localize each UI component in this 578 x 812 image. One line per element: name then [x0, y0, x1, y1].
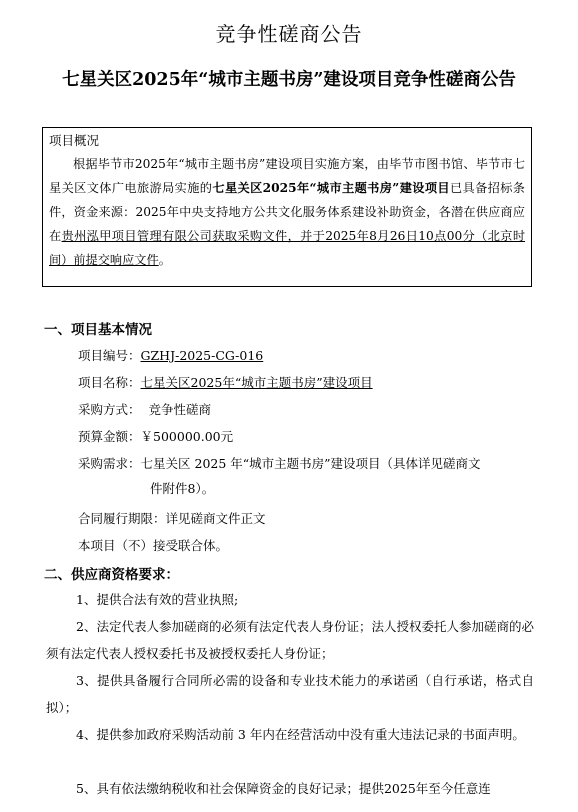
project-number-row: [78, 346, 263, 364]
overview-deadline: 贵州泓甲项目管理有限公司获取采购文件，并于2025年8月26日10点00分（北京时间）前提交响应文件: [49, 229, 526, 267]
procurement-method-label: 采购方式：: [78, 402, 141, 417]
section-qualification-heading: 二、供应商资格要求：: [44, 567, 179, 583]
budget-label: 预算金额：: [78, 429, 141, 444]
budget-row: [78, 427, 233, 445]
project-name-label: 项目名称：: [78, 375, 141, 390]
consortium-note: 本项目（不）接受联合体。: [78, 538, 229, 553]
qualification-item-4: 4、提供参加政府采购活动前 3 年内在经营活动中没有重大违法记录的书面声明。: [76, 727, 525, 742]
contract-term-label: 合同履行期限：: [78, 511, 166, 526]
section-basic-info-heading: 一、项目基本情况: [44, 322, 152, 338]
project-number-label: 项目编号：: [78, 348, 141, 363]
contract-term-value: 详见磋商文件正文: [165, 511, 266, 526]
qualification-item-5: 5、具有依法缴纳税收和社会保障资金的良好记录；提供2025年至今任意连: [76, 781, 491, 796]
project-overview-box: [42, 127, 532, 287]
qualification-item-3: 3、提供具备履行合同所必需的设备和专业技术能力的承诺函（自行承诺，格式自拟）；: [46, 673, 534, 715]
page-title: 竞争性磋商公告: [215, 22, 363, 46]
overview-heading: 项目概况: [49, 133, 100, 148]
project-name-row: [78, 373, 373, 391]
procurement-needs-line2: 件附件8）。: [150, 481, 215, 496]
procurement-method-value: 竞争性磋商: [148, 402, 211, 417]
announcement-title: 七星关区2025年“城市主题书房”建设项目竞争性磋商公告: [62, 70, 516, 90]
overview-project-name: 七星关区2025年“城市主题书房”建设项目: [212, 181, 450, 195]
overview-text-2: 已具备招标条件，资金来源：2025年中央支持地方公共文化服务体系建设补助资金，各潜在供应商应在: [49, 181, 525, 243]
overview-text-3: 。: [158, 253, 171, 267]
project-name-value: 七星关区2025年“城市主题书房”建设项目: [140, 375, 373, 390]
qualification-item-2: 2、法定代表人参加磋商的必须有法定代表人身份证；法人授权委托人参加磋商的必须有法定代表人授权委托书及被授权委托人身份证；: [46, 619, 534, 661]
project-number-value: GZHJ-2025-CG-016: [140, 348, 264, 363]
overview-text-1: 根据毕节市2025年“城市主题书房”建设项目实施方案，由毕节市图书馆、毕节市七星关区文体广电旅游局实施的: [49, 157, 525, 195]
budget-value: ￥500000.00元: [140, 429, 234, 444]
procurement-needs-line1: 七星关区 2025 年“城市主题书房”建设项目（具体详见磋商文: [140, 456, 481, 471]
overview-paragraph: [49, 152, 525, 272]
qualification-item-1: 1、提供合法有效的营业执照;: [76, 592, 239, 607]
contract-term-row: [78, 509, 266, 527]
procurement-needs-label: 采购需求：: [78, 456, 141, 471]
procurement-needs-row: [78, 454, 481, 472]
procurement-method-row: [78, 400, 211, 418]
